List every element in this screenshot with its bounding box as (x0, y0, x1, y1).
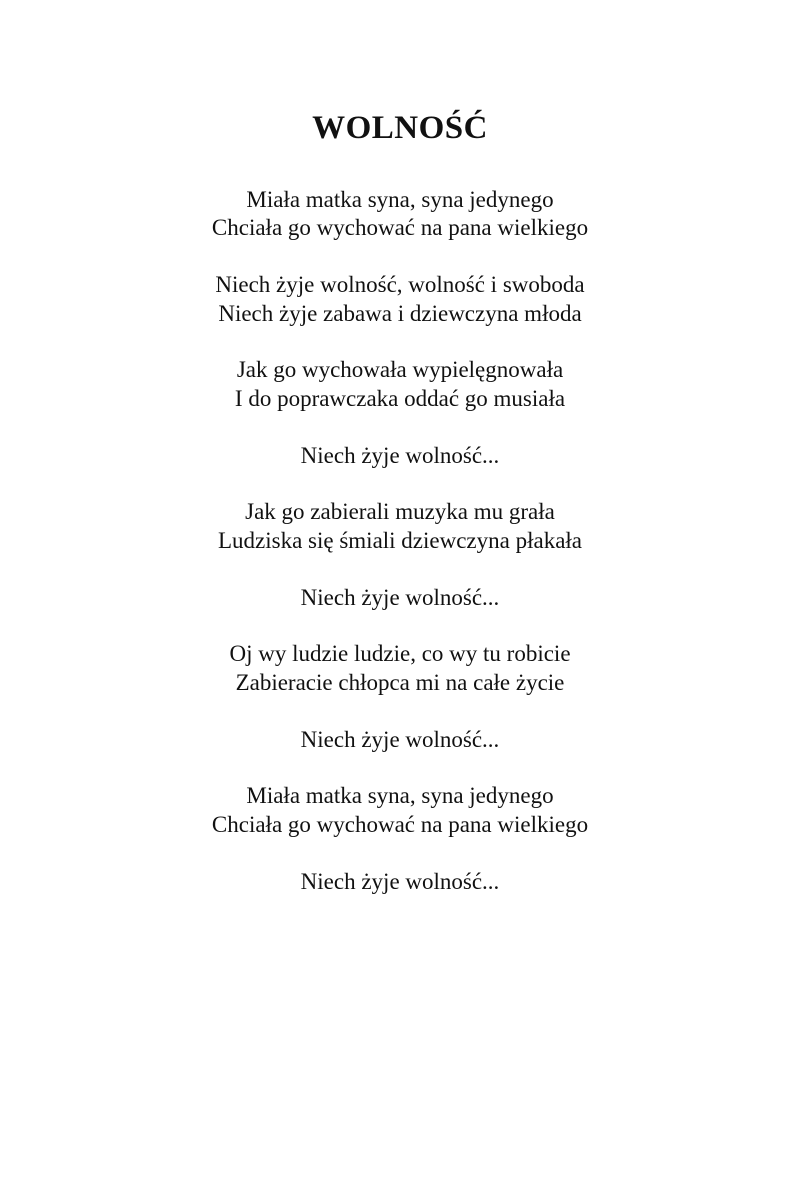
poem-line: Miała matka syna, syna jedynego (246, 783, 554, 809)
stanza-10-chorus-ref (0, 868, 800, 896)
stanza-8-chorus-ref (0, 726, 800, 754)
stanza-6-chorus-ref (0, 584, 800, 612)
stanza-7-verse (0, 640, 800, 697)
stanza-5-verse (0, 498, 800, 555)
poem-line: Niech żyje wolność... (300, 442, 500, 468)
poem-line: Chciała go wychować na pana wielkiego (211, 811, 589, 837)
poem-line: Niech żyje zabawa i dziewczyna młoda (218, 300, 582, 326)
stanza-4-chorus-ref (0, 442, 800, 470)
poem-line: Miała matka syna, syna jedynego (246, 187, 554, 212)
stanza-1-verse (0, 186, 800, 243)
poem-line: Niech żyje wolność, wolność i swoboda (215, 272, 585, 298)
poem-line: Niech żyje wolność... (300, 868, 500, 894)
poem-line: Jak go zabierali muzyka mu grała (245, 499, 555, 525)
poem-line: Zabieracie chłopca mi na całe życie (235, 669, 565, 695)
poem-line: Oj wy ludzie ludzie, co wy tu robicie (229, 641, 571, 667)
poem-line: Jak go wychowała wypielęgnowała (236, 357, 564, 383)
poem-line: Chciała go wychować na pana wielkiego (211, 215, 589, 241)
poem-line: Niech żyje wolność... (300, 726, 500, 752)
poem-body (0, 186, 800, 924)
stanza-3-verse (0, 356, 800, 413)
poem-title: WOLNOŚĆ (312, 110, 488, 146)
stanza-9-verse (0, 782, 800, 839)
poem-line: Ludziska się śmiali dziewczyna płakała (217, 527, 583, 553)
poem-line: Niech żyje wolność... (300, 584, 500, 610)
stanza-2-chorus (0, 271, 800, 328)
poem-line: I do poprawczaka oddać go musiała (234, 385, 566, 411)
